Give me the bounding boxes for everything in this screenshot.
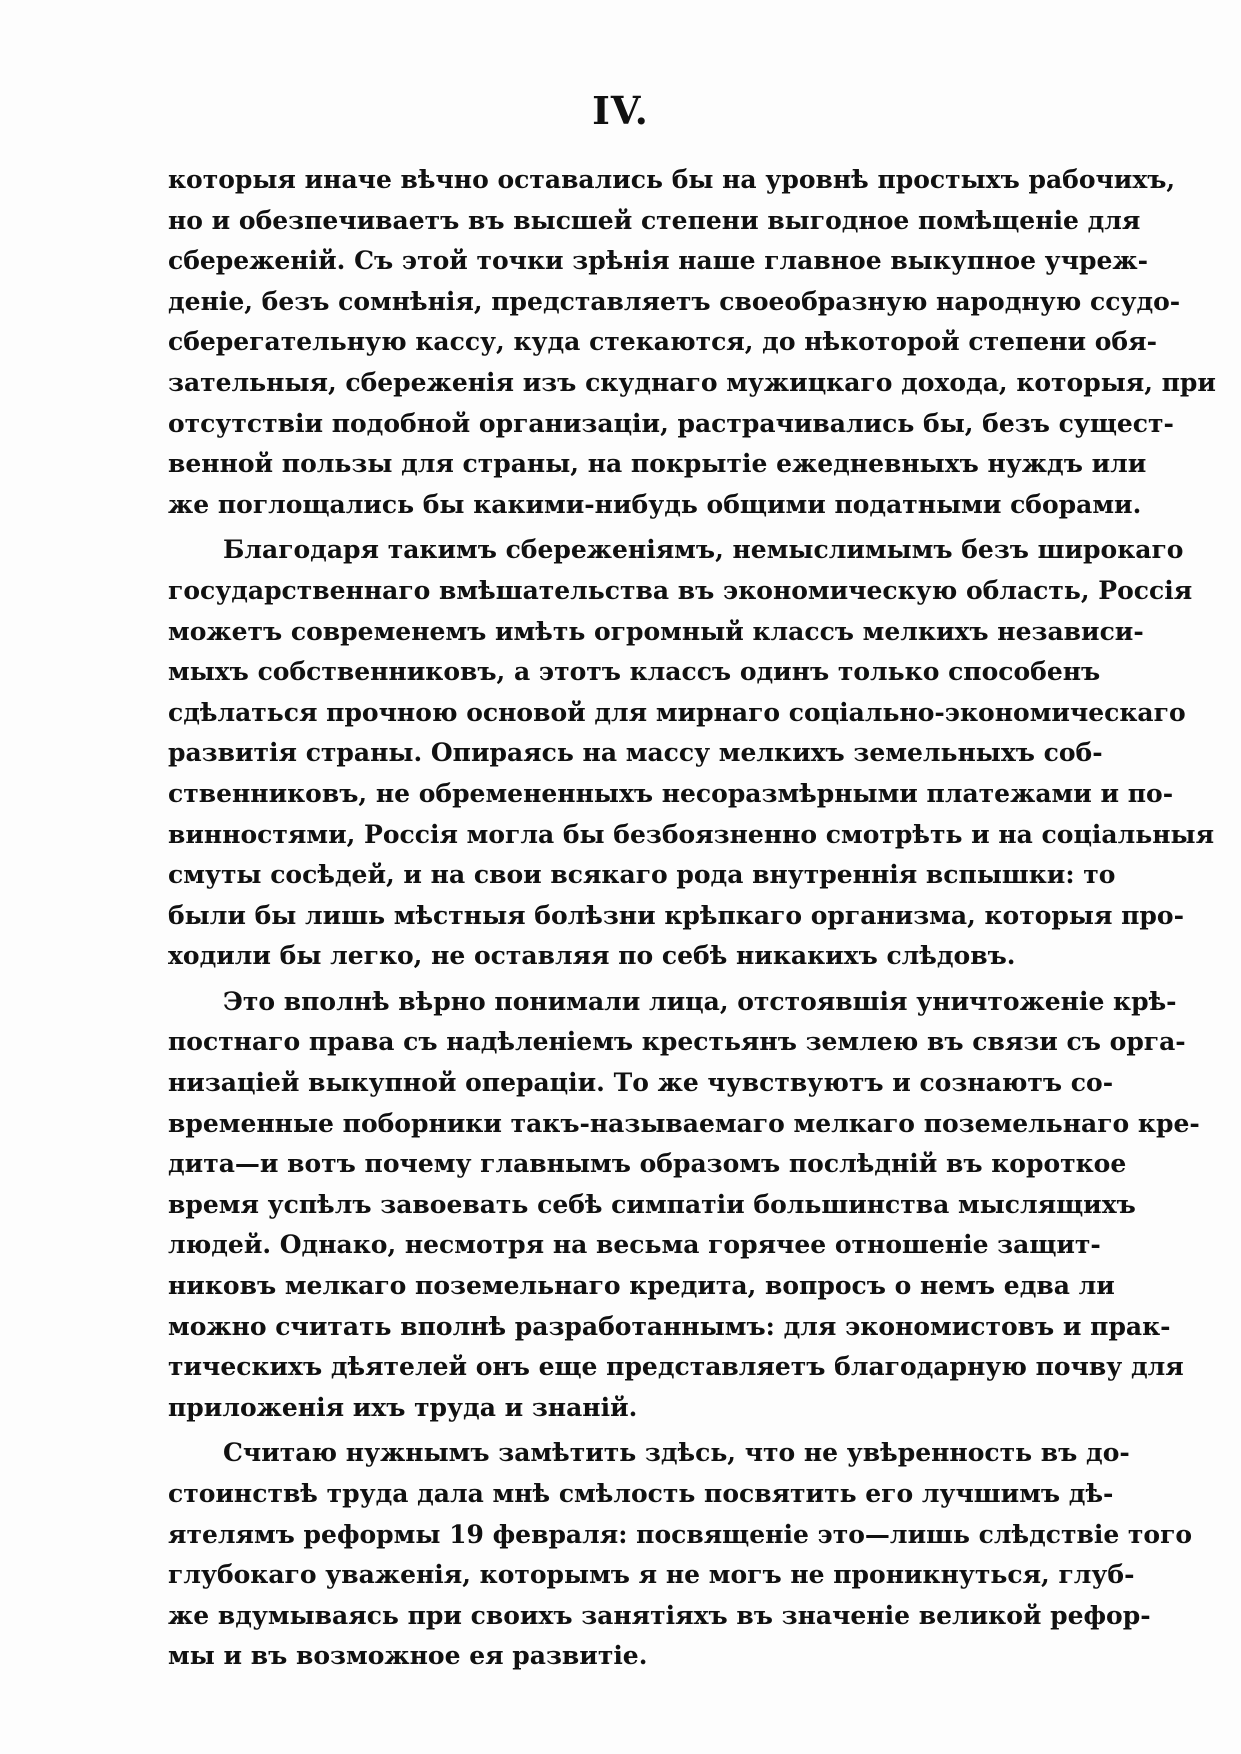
paragraph-3 xyxy=(168,982,1200,1429)
text-line: тическихъ дѣятелей онъ еще представляетъ благодарную почву для xyxy=(168,1352,1184,1382)
text-line: сбереженій. Съ этой точки зрѣнія наше главное выкупное учреж- xyxy=(168,246,1148,276)
text-line: смуты сосѣдей, и на свои всякаго рода внутреннія вспышки: то xyxy=(168,860,1116,890)
text-line: ственниковъ, не обремененныхъ несоразмѣрными платежами и по- xyxy=(168,778,1174,808)
text-line: винностями, Россія могла бы безбоязненно смотрѣть и на соціальныя xyxy=(168,819,1215,849)
text-line: приложенія ихъ труда и знаній. xyxy=(168,1392,638,1422)
text-line: стоинствѣ труда дала мнѣ смѣлость посвятить его лучшимъ дѣ- xyxy=(168,1479,1114,1508)
text-line: сдѣлаться прочною основой для мирнаго соціально-экономическаго xyxy=(168,697,1186,727)
text-line: никовъ мелкаго поземельнаго кредита, вопросъ о немъ едва ли xyxy=(168,1271,1115,1301)
text-line: постнаго права съ надѣленіемъ крестьянъ землею въ связи съ орга- xyxy=(168,1027,1186,1057)
text-line: венной пользы для страны, на покрытіе ежедневныхъ нуждъ или xyxy=(168,449,1147,479)
text-line: но и обезпечиваетъ въ высшей степени выгодное помѣщеніе для xyxy=(168,205,1141,235)
text-line: временные поборники такъ-называемаго мелкаго поземельнаго кре- xyxy=(168,1108,1200,1138)
text-line: глубокаго уваженія, которымъ я не могъ не проникнуться, глуб- xyxy=(168,1560,1135,1590)
paragraph-4 xyxy=(168,1433,1193,1677)
text-line: время успѣлъ завоевать себѣ симпатіи большинства мыслящихъ xyxy=(168,1189,1136,1219)
text-line: зательныя, сбереженія изъ скуднаго мужицкаго дохода, которыя, при xyxy=(168,367,1216,397)
text-line: ходили бы легко, не оставляя по себѣ никакихъ слѣдовъ. xyxy=(168,941,1016,971)
text-line: которыя иначе вѣчно оставались бы на уровнѣ простыхъ рабочихъ, xyxy=(168,165,1176,194)
text-line: ятелямъ реформы 19 февраля: посвященіе это—лишь слѣдствіе того xyxy=(168,1519,1193,1549)
text-line: дита—и вотъ почему главнымъ образомъ послѣдній въ короткое xyxy=(168,1149,1127,1179)
text-line: же вдумываясь при своихъ занятіяхъ въ значеніе великой рефор- xyxy=(168,1600,1151,1630)
text-line: сберегательную кассу, куда стекаются, до нѣкоторой степени обя- xyxy=(168,327,1157,357)
text-line: Считаю нужнымъ замѣтить здѣсь, что не увѣренность въ до- xyxy=(223,1438,1130,1468)
body-text xyxy=(168,160,1216,1677)
text-line: отсутствіи подобной организаціи, растрачивались бы, безъ сущест- xyxy=(168,408,1174,438)
text-line: были бы лишь мѣстныя болѣзни крѣпкаго организма, которыя про- xyxy=(168,900,1184,930)
page-number: IV. xyxy=(592,88,649,133)
text-line: можно считать вполнѣ разработаннымъ: для экономистовъ и прак- xyxy=(168,1311,1171,1341)
text-line: Благодаря такимъ сбереженіямъ, немыслимымъ безъ широкаго xyxy=(223,535,1184,565)
paragraph-2 xyxy=(168,530,1215,977)
text-line: низаціей выкупной операціи. То же чувствуютъ и сознаютъ со- xyxy=(168,1068,1114,1098)
paragraph-1 xyxy=(168,160,1216,525)
text-line: Это вполнѣ вѣрно понимали лица, отстоявшія уничтоженіе крѣ- xyxy=(223,986,1177,1016)
text-line: же поглощались бы какими-нибудь общими податными сборами. xyxy=(168,489,1142,519)
text-line: мыхъ собственниковъ, а этотъ классъ одинъ только способенъ xyxy=(168,657,1101,687)
text-line: развитія страны. Опираясь на массу мелкихъ земельныхъ соб- xyxy=(168,738,1103,768)
text-line: людей. Однако, несмотря на весьма горячее отношеніе защит- xyxy=(168,1230,1101,1260)
text-line: можетъ современемъ имѣть огромный классъ мелкихъ независи- xyxy=(168,616,1144,646)
text-line: деніе, безъ сомнѣнія, представляетъ своеобразную народную ссудо- xyxy=(168,286,1181,316)
text-line: государственнаго вмѣшательства въ экономическую область, Россія xyxy=(168,575,1193,605)
text-line: мы и въ возможное ея развитіе. xyxy=(168,1641,648,1671)
